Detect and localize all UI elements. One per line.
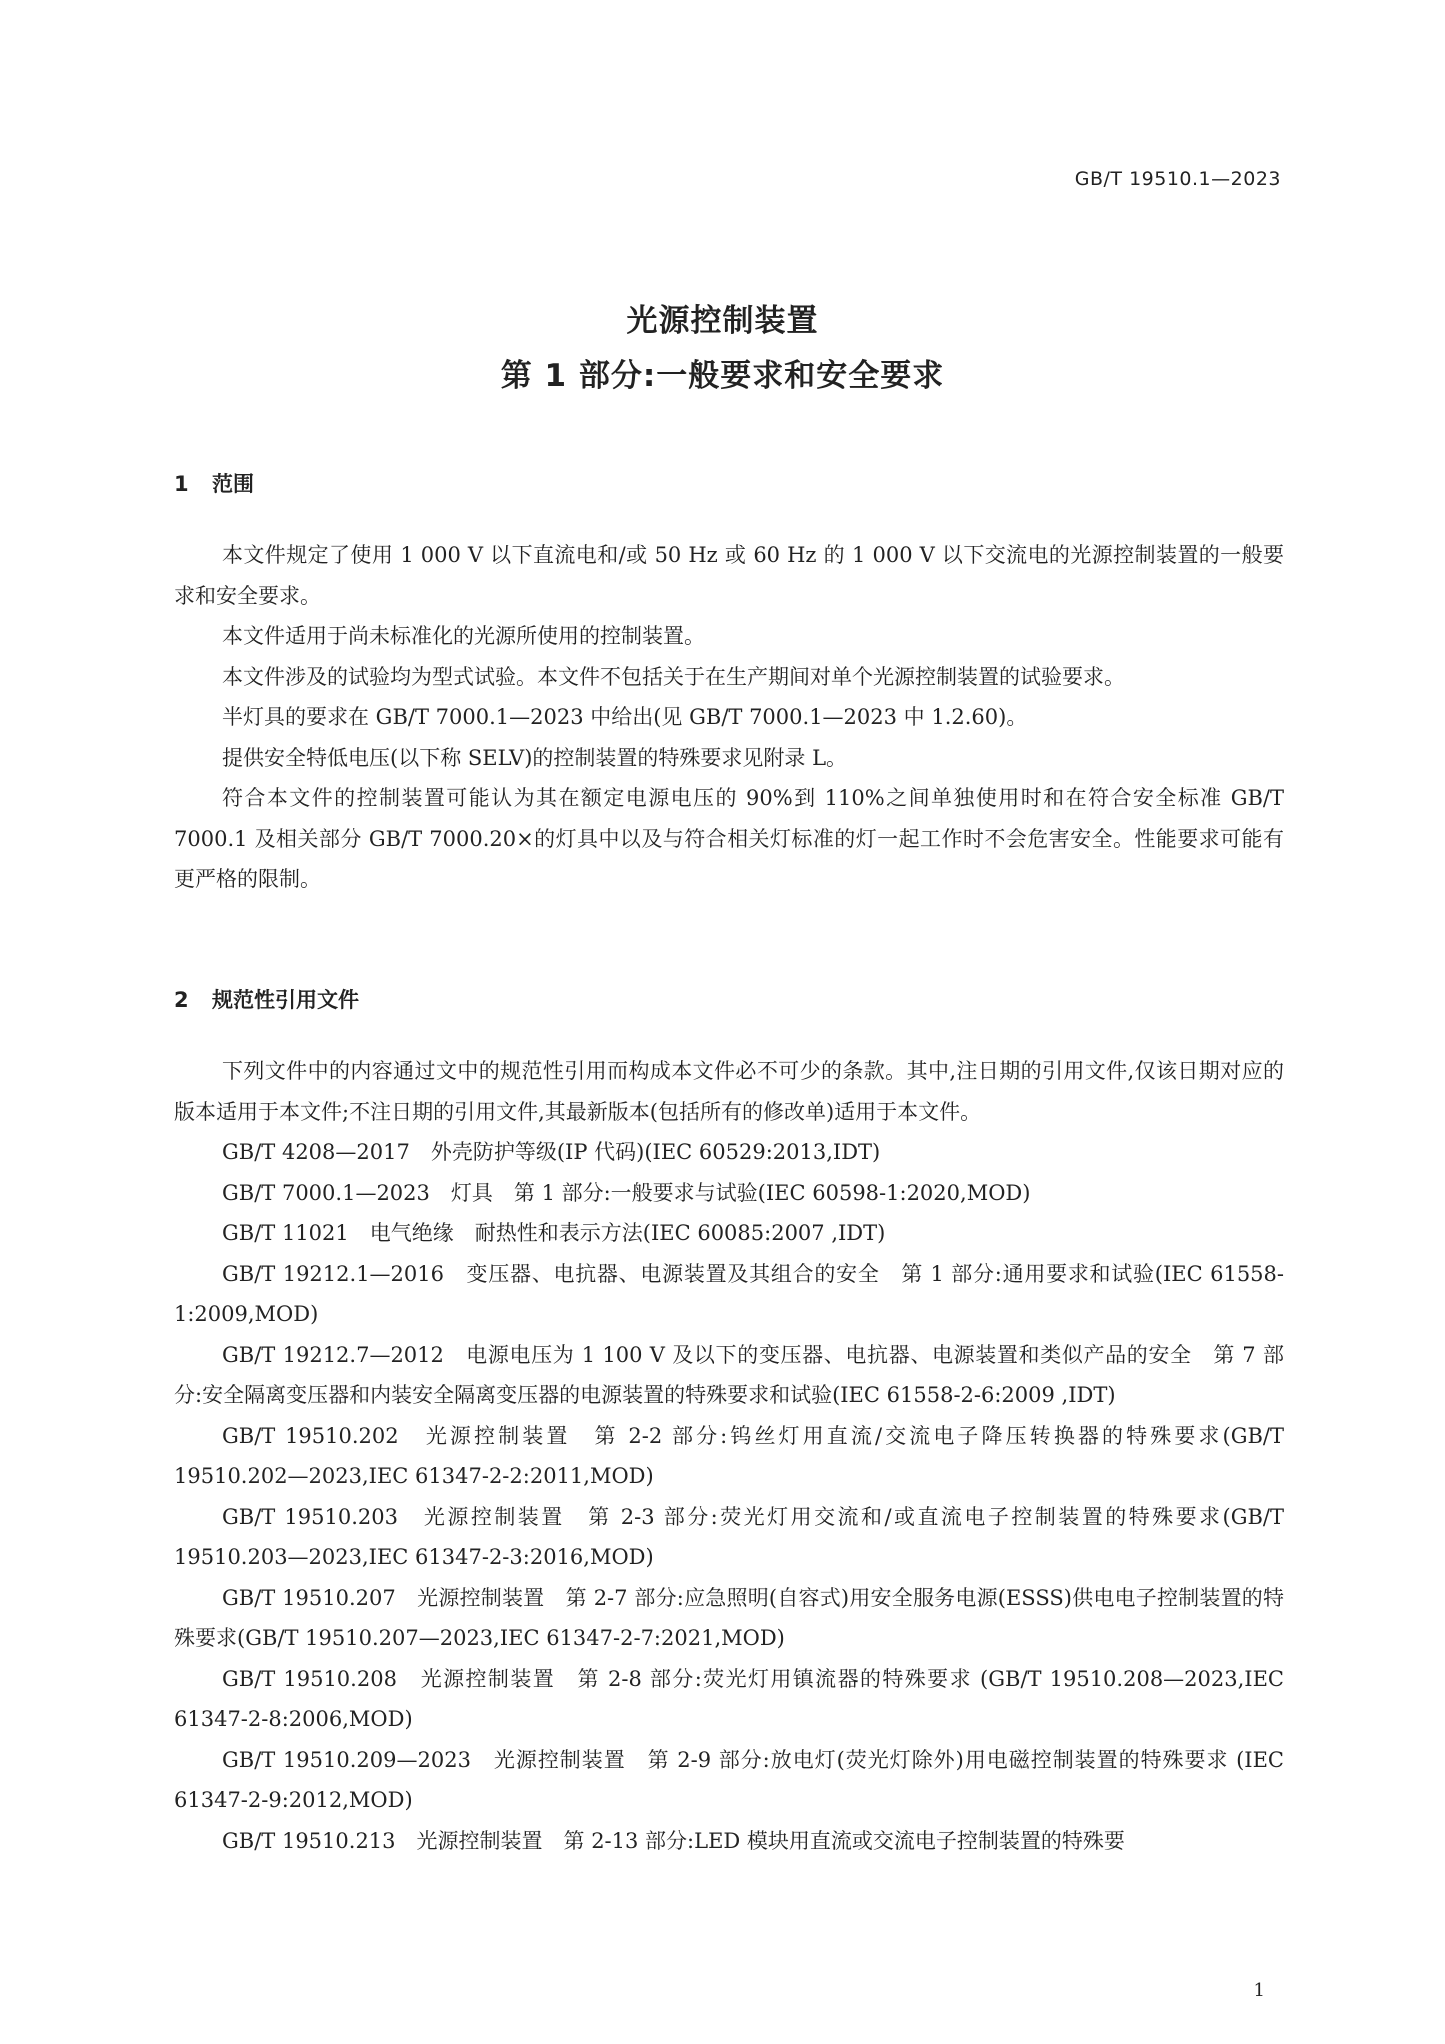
section-1-body xyxy=(174,535,1284,900)
reference-item: GB/T 19510.209—2023 光源控制装置 第 2-9 部分:放电灯(荧光灯除外)用电磁控制装置的特殊要求 (IEC 61347-2-9:2012,MOD) xyxy=(174,1747,1284,1812)
reference-item: GB/T 19510.202 光源控制装置 第 2-2 部分:钨丝灯用直流/交流电子降压转换器的特殊要求(GB/T 19510.202—2023,IEC 61347-2-2:2011,MOD) xyxy=(174,1423,1284,1488)
paragraph: 下列文件中的内容通过文中的规范性引用而构成本文件必不可少的条款。其中,注日期的引用文件,仅该日期对应的版本适用于本文件;不注日期的引用文件,其最新版本(包括所有的修改单)适用于本文件。 xyxy=(174,1059,1284,1124)
reference-item: GB/T 19212.1—2016 变压器、电抗器、电源装置及其组合的安全 第 1 部分:通用要求和试验(IEC 61558-1:2009,MOD) xyxy=(174,1261,1284,1326)
paragraph: 本文件涉及的试验均为型式试验。本文件不包括关于在生产期间对单个光源控制装置的试验要求。 xyxy=(222,664,1125,689)
reference-item: GB/T 7000.1—2023 灯具 第 1 部分:一般要求与试验(IEC 60598-1:2020,MOD) xyxy=(222,1180,1031,1205)
section-number: 2 xyxy=(174,988,189,1012)
paragraph: 提供安全特低电压(以下称 SELV)的控制装置的特殊要求见附录 L。 xyxy=(222,745,848,770)
title-line-1: 光源控制装置 xyxy=(626,303,819,339)
paragraph: 本文件适用于尚未标准化的光源所使用的控制装置。 xyxy=(222,624,705,648)
reference-item: GB/T 19510.208 光源控制装置 第 2-8 部分:荧光灯用镇流器的特殊要求 (GB/T 19510.208—2023,IEC 61347-2-8:2006,MOD) xyxy=(174,1666,1284,1731)
reference-item: GB/T 4208—2017 外壳防护等级(IP 代码)(IEC 60529:2013,IDT) xyxy=(222,1140,881,1164)
section-1-heading xyxy=(174,468,254,498)
reference-item: GB/T 19510.207 光源控制装置 第 2-7 部分:应急照明(自容式)用安全服务电源(ESSS)供电电子控制装置的特殊要求(GB/T 19510.207—2023,IEC 61347-2-7:2021,MOD) xyxy=(174,1585,1284,1650)
section-title: 规范性引用文件 xyxy=(212,988,359,1012)
title-line-2: 第 1 部分:一般要求和安全要求 xyxy=(500,358,945,394)
section-number: 1 xyxy=(174,472,189,496)
paragraph: 半灯具的要求在 GB/T 7000.1—2023 中给出(见 GB/T 7000.1—2023 中 1.2.60)。 xyxy=(222,705,1028,729)
section-title: 范围 xyxy=(212,472,254,496)
section-2-body xyxy=(174,1051,1284,1861)
paragraph: 符合本文件的控制装置可能认为其在额定电源电压的 90%到 110%之间单独使用时和在符合安全标准 GB/T 7000.1 及相关部分 GB/T 7000.20×的灯具中以及与符合相关灯标准的灯一起工作时不会危害安全。性能要求可能有更严格的限制。 xyxy=(174,786,1284,891)
reference-item: GB/T 11021 电气绝缘 耐热性和表示方法(IEC 60085:2007 ,IDT) xyxy=(222,1221,886,1245)
reference-item: GB/T 19510.203 光源控制装置 第 2-3 部分:荧光灯用交流和/或直流电子控制装置的特殊要求(GB/T 19510.203—2023,IEC 61347-2-3:2016,MOD) xyxy=(174,1504,1284,1569)
reference-item: GB/T 19212.7—2012 电源电压为 1 100 V 及以下的变压器、电抗器、电源装置和类似产品的安全 第 7 部分:安全隔离变压器和内装安全隔离变压器的电源装置的特殊要求和试验(IEC 61558-2-6:2009 ,IDT) xyxy=(174,1342,1284,1407)
reference-item: GB/T 19510.213 光源控制装置 第 2-13 部分:LED 模块用直流或交流电子控制装置的特殊要 xyxy=(222,1828,1125,1853)
section-2-heading xyxy=(174,984,359,1014)
document-title xyxy=(0,294,1445,404)
standard-code: GB/T 19510.1—2023 xyxy=(1074,168,1281,190)
page-number: 1 xyxy=(1253,1980,1265,2001)
paragraph: 本文件规定了使用 1 000 V 以下直流电和/或 50 Hz 或 60 Hz 的 1 000 V 以下交流电的光源控制装置的一般要求和安全要求。 xyxy=(174,543,1284,608)
